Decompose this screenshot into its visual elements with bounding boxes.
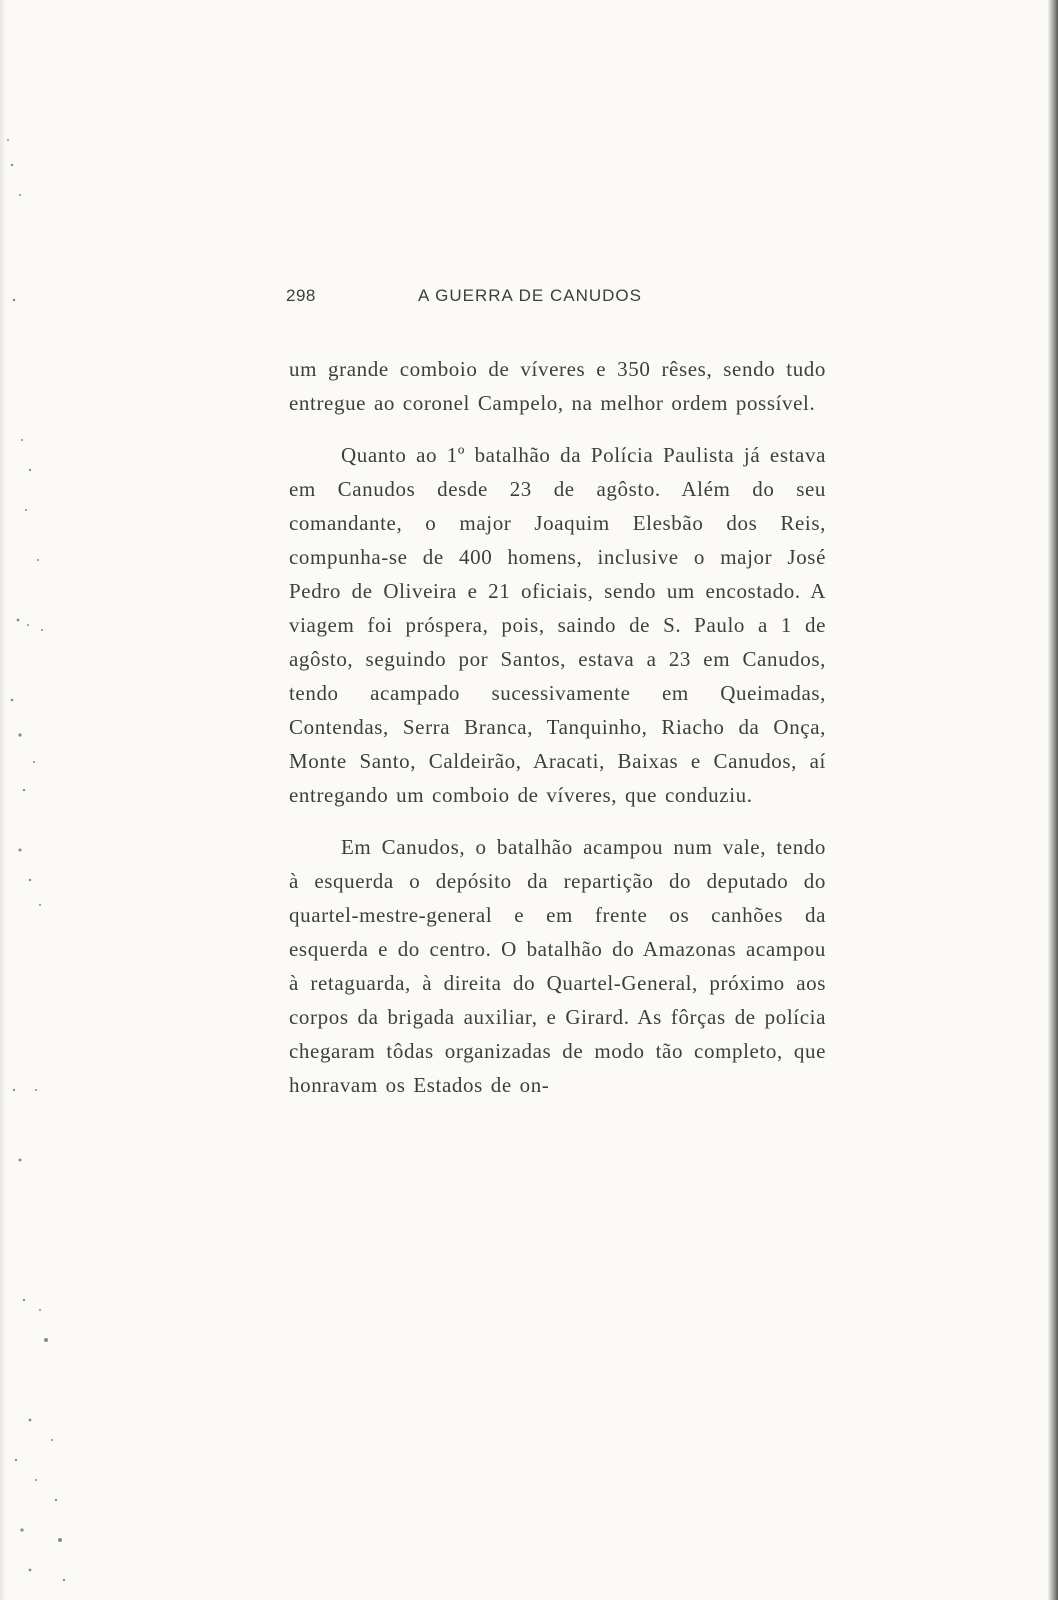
page-right-edge-shadow bbox=[1048, 0, 1058, 1600]
scan-specks bbox=[0, 0, 70, 1600]
paragraph-3: Em Canudos, o batalhão acampou num vale, tendo à esquerda o depósito da repartição do deputado do quartel-mestre-general e em frente os canhões da esquerda e do centro. O batalhão do Amazonas acampou à retaguarda, à direita do Quartel-General, próximo aos corpos da brigada auxiliar, e Girard. As fôrças de polícia chegaram tôdas organizadas de modo tão completo, que honravam os Estados de on- bbox=[289, 835, 826, 1097]
body-text bbox=[289, 352, 826, 1120]
paragraph-2: Quanto ao 1º batalhão da Polícia Paulista já estava em Canudos desde 23 de agôsto. Além do seu comandante, o major Joaquim Elesbão dos Reis, compunha-se de 400 homens, inclusive o major José Pedro de Oliveira e 21 oficiais, sendo um encostado. A viagem foi próspera, pois, saindo de S. Paulo a 1 de agôsto, seguindo por Santos, estava a 23 em Canudos, tendo acampado sucessivamente em Queimadas, Contendas, Serra Branca, Tanquinho, Riacho da Onça, Monte Santo, Caldeirão, Aracati, Baixas e Canudos, aí entregando um comboio de víveres, que conduziu. bbox=[289, 443, 826, 807]
paragraph-1: um grande comboio de víveres e 350 rêses, sendo tudo entregue ao coronel Campelo, na melhor ordem possível. bbox=[289, 357, 826, 415]
running-header bbox=[286, 286, 826, 314]
running-title: A GUERRA DE CANUDOS bbox=[418, 286, 642, 305]
page-number: 298 bbox=[286, 286, 316, 305]
